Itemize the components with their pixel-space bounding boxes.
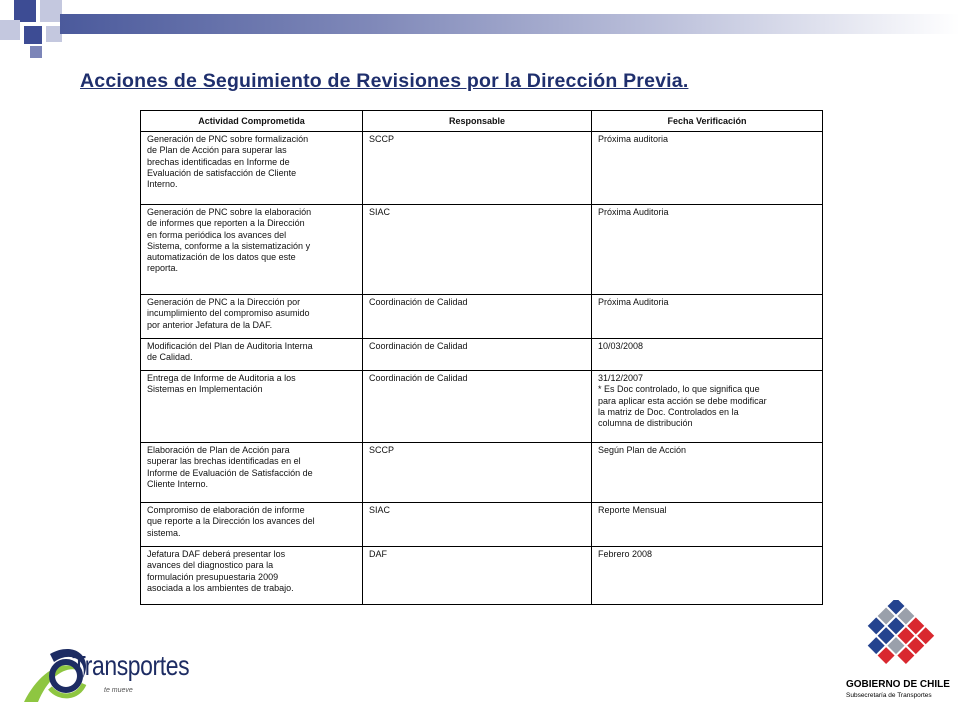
cell-responsible — [363, 295, 592, 339]
decor-square-4 — [24, 26, 42, 44]
cell-activity-line: que reporte a la Dirección los avances del — [147, 516, 315, 527]
cell-date-line: Reporte Mensual — [598, 505, 667, 515]
cell-responsible-line: Coordinación de Calidad — [369, 373, 468, 383]
cell-activity-line: Generación de PNC sobre la elaboración — [147, 207, 312, 217]
cell-activity-line: en forma periódica los avances del — [147, 229, 287, 240]
cell-responsible-line: DAF — [369, 549, 387, 559]
cell-activity-line: Generación de PNC sobre formalización — [147, 134, 309, 144]
cell-activity-line: Jefatura DAF deberá presentar los — [147, 549, 286, 559]
cell-responsible-line: Coordinación de Calidad — [369, 297, 468, 307]
cell-date-line: Próxima auditoria — [598, 134, 669, 144]
cell-date-line: Próxima Auditoria — [598, 207, 669, 217]
table-body — [141, 132, 823, 605]
table-row — [141, 295, 823, 339]
page-title: Acciones de Seguimiento de Revisiones por la Dirección Previa. — [80, 70, 689, 92]
cell-date-line: 31/12/2007 — [598, 373, 644, 383]
cell-activity-line: de informes que reporten a la Dirección — [147, 218, 305, 229]
cell-activity-line: superar las brechas identificadas en el — [147, 456, 301, 467]
cell-date — [592, 295, 823, 339]
cell-responsible-line: SIAC — [369, 207, 391, 217]
cell-activity-line: Entrega de Informe de Auditoria a los — [147, 373, 296, 383]
cell-activity-line: sistema. — [147, 527, 181, 538]
transportes-logo-tagline: te mueve — [104, 687, 133, 694]
decor-square-1 — [14, 0, 36, 22]
cell-activity-line: Generación de PNC a la Dirección por — [147, 297, 301, 307]
cell-activity-line: Modificación del Plan de Auditoria Interna — [147, 341, 313, 351]
decor-square-3 — [0, 20, 20, 40]
cell-activity-line: por anterior Jefatura de la DAF. — [147, 319, 273, 330]
table-row — [141, 547, 823, 605]
table-row — [141, 371, 823, 443]
cell-activity — [141, 132, 363, 205]
cell-date-line: 10/03/2008 — [598, 341, 644, 351]
cell-activity-line: reporta. — [147, 263, 179, 274]
cell-date — [592, 443, 823, 503]
table-header-row — [141, 111, 823, 132]
decor-square-2 — [40, 0, 62, 22]
cell-activity-line: asociada a los ambientes de trabajo. — [147, 582, 294, 593]
cell-activity-line: Sistemas en Implementación — [147, 384, 263, 395]
cell-activity-line: Interno. — [147, 179, 178, 190]
cell-date — [592, 547, 823, 605]
cell-activity-line: brechas identificadas en Informe de — [147, 156, 290, 167]
cell-activity-line: formulación presupuestaria 2009 — [147, 571, 279, 582]
cell-activity-line: automatización de los datos que este — [147, 252, 296, 263]
cell-date-line: Febrero 2008 — [598, 549, 653, 559]
cell-responsible — [363, 547, 592, 605]
column-header-responsible: Responsable — [363, 111, 592, 132]
cell-responsible-line: SCCP — [369, 445, 395, 455]
cell-date — [592, 132, 823, 205]
cell-activity-line: incumplimiento del compromiso asumido — [147, 308, 310, 319]
actions-table — [140, 110, 823, 605]
cell-responsible — [363, 371, 592, 443]
cell-responsible — [363, 503, 592, 547]
table-row — [141, 503, 823, 547]
cell-activity — [141, 339, 363, 371]
cell-activity — [141, 503, 363, 547]
gobierno-chile-subtitle: Subsecretaría de Transportes — [846, 692, 932, 699]
cell-activity-line: Compromiso de elaboración de informe — [147, 505, 305, 515]
cell-responsible-line: Coordinación de Calidad — [369, 341, 468, 351]
cell-responsible-line: SCCP — [369, 134, 395, 144]
cell-responsible — [363, 339, 592, 371]
decor-square-6 — [30, 46, 42, 58]
cell-responsible-line: SIAC — [369, 505, 391, 515]
gobierno-chile-name: GOBIERNO DE CHILE — [846, 679, 950, 690]
cell-activity-line: Sistema, conforme a la sistematización y — [147, 240, 311, 251]
cell-date-line: columna de distribución — [598, 418, 693, 429]
cell-activity — [141, 547, 363, 605]
cell-date-line: Según Plan de Acción — [598, 445, 687, 455]
cell-date — [592, 371, 823, 443]
cell-activity-line: de Calidad. — [147, 352, 193, 363]
cell-responsible — [363, 132, 592, 205]
cell-date — [592, 205, 823, 295]
header-gradient-bar — [60, 14, 960, 34]
cell-date — [592, 339, 823, 371]
cell-date-line: la matriz de Doc. Controlados en la — [598, 406, 739, 417]
cell-date-line: Próxima Auditoria — [598, 297, 669, 307]
gobierno-chile-emblem — [848, 600, 944, 680]
cell-activity-line: Cliente Interno. — [147, 478, 209, 489]
cell-activity-line: Informe de Evaluación de Satisfacción de — [147, 467, 313, 478]
cell-date-line: * Es Doc controlado, lo que significa que — [598, 384, 760, 395]
table-row — [141, 132, 823, 205]
cell-activity — [141, 371, 363, 443]
transportes-logo-text: Transportes — [72, 650, 190, 681]
cell-activity — [141, 443, 363, 503]
cell-responsible — [363, 443, 592, 503]
cell-activity-line: Elaboración de Plan de Acción para — [147, 445, 290, 455]
cell-date-line: para aplicar esta acción se debe modificar — [598, 395, 767, 406]
table-row — [141, 205, 823, 295]
cell-date — [592, 503, 823, 547]
cell-activity — [141, 295, 363, 339]
cell-activity — [141, 205, 363, 295]
table-row — [141, 443, 823, 503]
cell-activity-line: de Plan de Acción para superar las — [147, 145, 287, 156]
cell-activity-line: avances del diagnostico para la — [147, 560, 274, 571]
cell-activity-line: Evaluación de satisfacción de Cliente — [147, 167, 297, 178]
table-row — [141, 339, 823, 371]
cell-responsible — [363, 205, 592, 295]
column-header-date: Fecha Verificación — [592, 111, 823, 132]
column-header-activity: Actividad Comprometida — [141, 111, 363, 132]
